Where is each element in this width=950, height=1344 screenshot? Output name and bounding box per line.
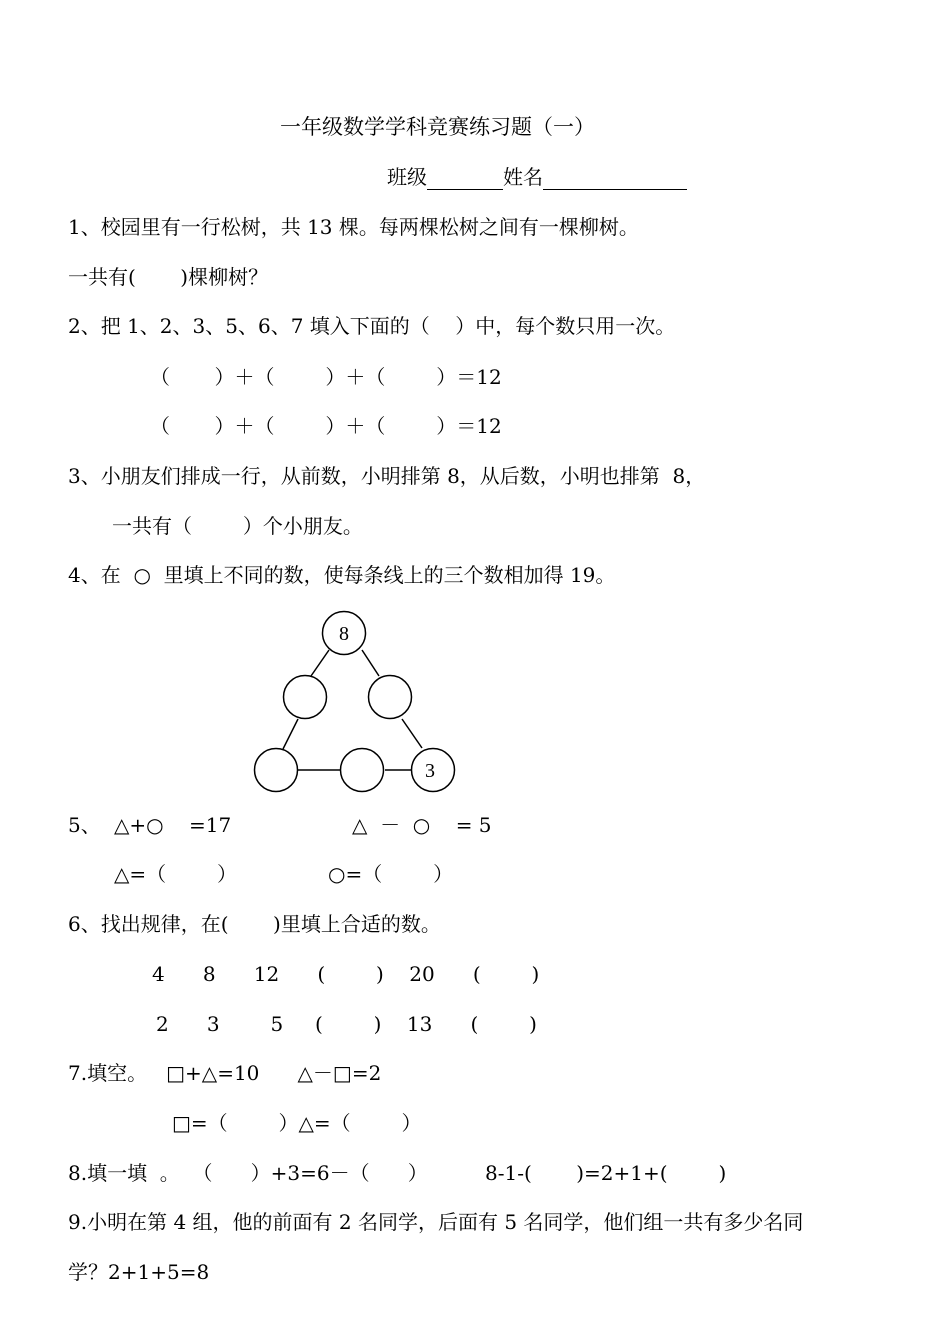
q1-line1: 1、校园里有一行松树，共 13 棵。每两棵松树之间有一棵柳树。 <box>68 215 639 239</box>
triangle-circle-diagram <box>245 605 475 805</box>
edge-left-lower <box>283 719 298 749</box>
q2-equation-2: （ ）＋（ ）＋（ ）＝12 <box>150 414 502 438</box>
name-label: 姓名 <box>503 165 543 189</box>
q5-answer-b: ○=（ ） <box>328 862 454 886</box>
q1-line2: 一共有( )棵柳树？ <box>68 265 269 289</box>
q5-label: 5、 <box>68 813 101 837</box>
circle-top-value: 8 <box>339 623 349 645</box>
circle-left-middle[interactable] <box>284 676 327 719</box>
student-info-line <box>387 164 687 190</box>
q3-line2: 一共有（ ）个小朋友。 <box>112 514 363 538</box>
edge-top-left <box>311 650 329 676</box>
q2-line1: 2、把 1、2、3、5、6、7 填入下面的（ ）中，每个数只用一次。 <box>68 314 676 338</box>
q5-equation-b: △ － ○ = 5 <box>352 813 492 837</box>
q7-line1: 7.填空。 □+△=10 △－□=2 <box>68 1061 382 1085</box>
circle-bottom-middle[interactable] <box>341 749 384 792</box>
circle-bottom-left[interactable] <box>255 749 298 792</box>
q2-equation-1: （ ）＋（ ）＋（ ）＝12 <box>150 365 502 389</box>
q9-line2: 学？2+1+5=8 <box>68 1260 210 1284</box>
class-blank[interactable] <box>427 167 503 190</box>
q6-sequence-1: 4 8 12 ( ) 20 ( ) <box>152 962 540 986</box>
q5-equation-a: △+○ =17 <box>114 813 232 837</box>
circle-right-middle[interactable] <box>369 676 412 719</box>
q6-line1: 6、找出规律，在( )里填上合适的数。 <box>68 912 441 936</box>
circle-bottom-right-value: 3 <box>425 760 435 782</box>
q5-answer-a: △=（ ） <box>114 862 237 886</box>
class-label: 班级 <box>387 165 427 189</box>
q3-line1: 3、小朋友们排成一行，从前数，小明排第 8，从后数，小明也排第 8， <box>68 464 706 488</box>
page-title: 一年级数学学科竞赛练习题（一） <box>280 115 595 139</box>
edge-top-right <box>362 650 379 676</box>
name-blank[interactable] <box>543 167 687 190</box>
edge-right-lower <box>402 719 422 748</box>
q7-line2: □=（ ）△=（ ） <box>172 1111 422 1135</box>
q9-line1: 9.小明在第 4 组，他的前面有 2 名同学，后面有 5 名同学，他们组一共有多少名同 <box>68 1210 804 1234</box>
q6-sequence-2: 2 3 5 ( ) 13 ( ) <box>156 1012 537 1036</box>
q8-line1: 8.填一填 。 （ ）+3=6－（ ） 8-1-( )=2+1+( ) <box>68 1161 727 1185</box>
q4-line1: 4、在 ○ 里填上不同的数，使每条线上的三个数相加得 19。 <box>68 563 616 587</box>
